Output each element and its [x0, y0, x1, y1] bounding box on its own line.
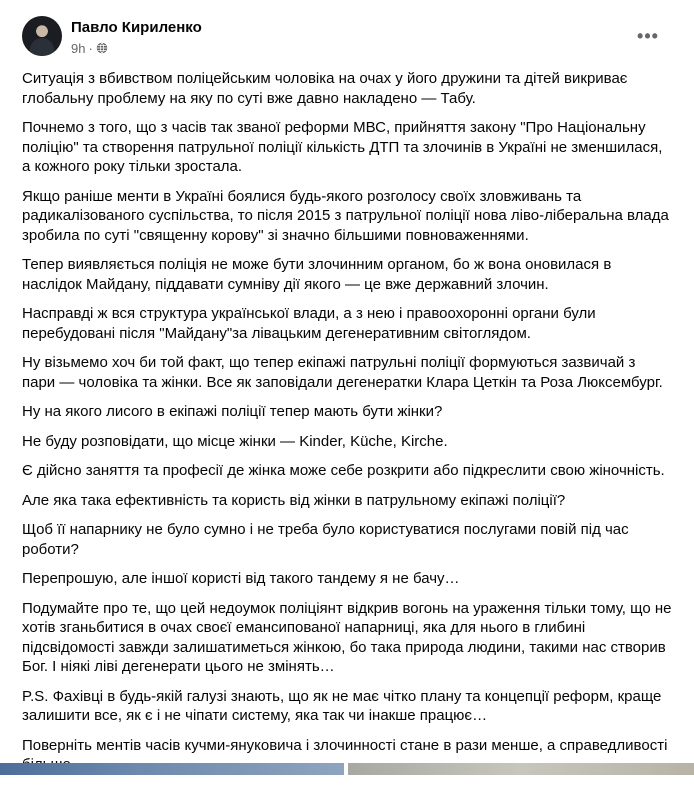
more-options-button[interactable]	[634, 22, 662, 50]
post-paragraph: Щоб її напарнику не було сумно і не треба було користуватися послугами повій під час роботи?	[22, 521, 629, 558]
post-paragraph: Ну візьмемо хоч би той факт, що тепер екіпажі патрульні поліції формуються зазвичай з пари — чоловіка та жінки. Все як заповідали дегенератки Клара Цеткін та Роза Люксембург.	[22, 354, 663, 391]
post-header	[22, 16, 672, 60]
post-paragraph: Перепрошую, але іншої користі від такого тандему я не бачу…	[22, 570, 460, 587]
post-text	[22, 69, 672, 785]
avatar[interactable]	[22, 16, 62, 56]
meta-separator: ·	[88, 40, 93, 56]
post-image-right[interactable]	[348, 763, 694, 775]
post-paragraph: Тепер виявляється поліція не може бути злочинним органом, бо ж вона оновилася в наслідок Майдану, піддавати сумніву дії якого — це вже державний злочин.	[22, 256, 612, 293]
globe-icon[interactable]	[96, 42, 108, 54]
more-horizontal-icon: •••	[637, 25, 659, 46]
post-timestamp[interactable]: 9h	[71, 40, 86, 56]
post-paragraph: Ну на якого лисого в екіпажі поліції тепер мають бути жінки?	[22, 403, 443, 420]
post-paragraph: P.S. Фахівці в будь-якій галузі знають, що як не має чітко плану та концепції реформ, краще залишити все, як є і не чіпати систему, яка так чи інакше працює…	[22, 687, 662, 724]
post-paragraph: Ситуація з вбивством поліцейським чоловіка на очах у його дружини та дітей викриває глобальну проблему на яку по суті вже давно накладено — Табу.	[22, 70, 628, 107]
author-name[interactable]: Павло Кириленко	[71, 19, 202, 36]
post-paragraph: Але яка така ефективність та користь від жінки в патрульному екіпажі поліції?	[22, 491, 566, 509]
post-image-left[interactable]	[0, 763, 344, 775]
post-paragraph: Якщо раніше менти в Україні боялися будь-якого розголосу своїх зловживань та радикалізованого суспільства, то після 2015 з патрульної поліції нова ліво-ліберальна влада зробила по суті "священну корову" зі значно більшими повноваженнями.	[22, 187, 669, 244]
post-paragraph: Насправді ж вся структура української влади, а з нею і правоохоронні органи були перебудовані після "Майдану"за лівацьким дегенеративним світоглядом.	[22, 305, 596, 342]
post-images-preview[interactable]	[0, 763, 694, 775]
post-paragraph: Почнемо з того, що з часів так званої реформи МВС, прийняття закону "Про Національну поліцію" та створення патрульної поліції кількість ДТП та злочинів в Україні не зменшилася, а кожного року тільки зростала.	[22, 119, 663, 175]
post-paragraph: Подумайте про те, що цей недоумок поліціянт відкрив вогонь на ураження тільки тому, що не хотів зганьбитися в очах своєї емансипованої напарниці, яка для нього в глибині підсвідомості завжди залишатиметься жінкою, бо така природа людини, такими нас створив Бог. І ніякі ліві дегенерати цього не змінять…	[22, 599, 672, 675]
post-paragraph: Поверніть ментів часів кучми-януковича і злочинності стане в рази менше, а справедливості	[22, 736, 668, 754]
post-paragraph: Не буду розповідати, що місце жінки — Kinder, Küche, Kirche.	[22, 432, 448, 450]
post-meta	[71, 40, 108, 56]
post-paragraph: Є дійсно заняття та професії де жінка може себе розкрити або підкреслити свою жіночність.	[22, 462, 665, 479]
